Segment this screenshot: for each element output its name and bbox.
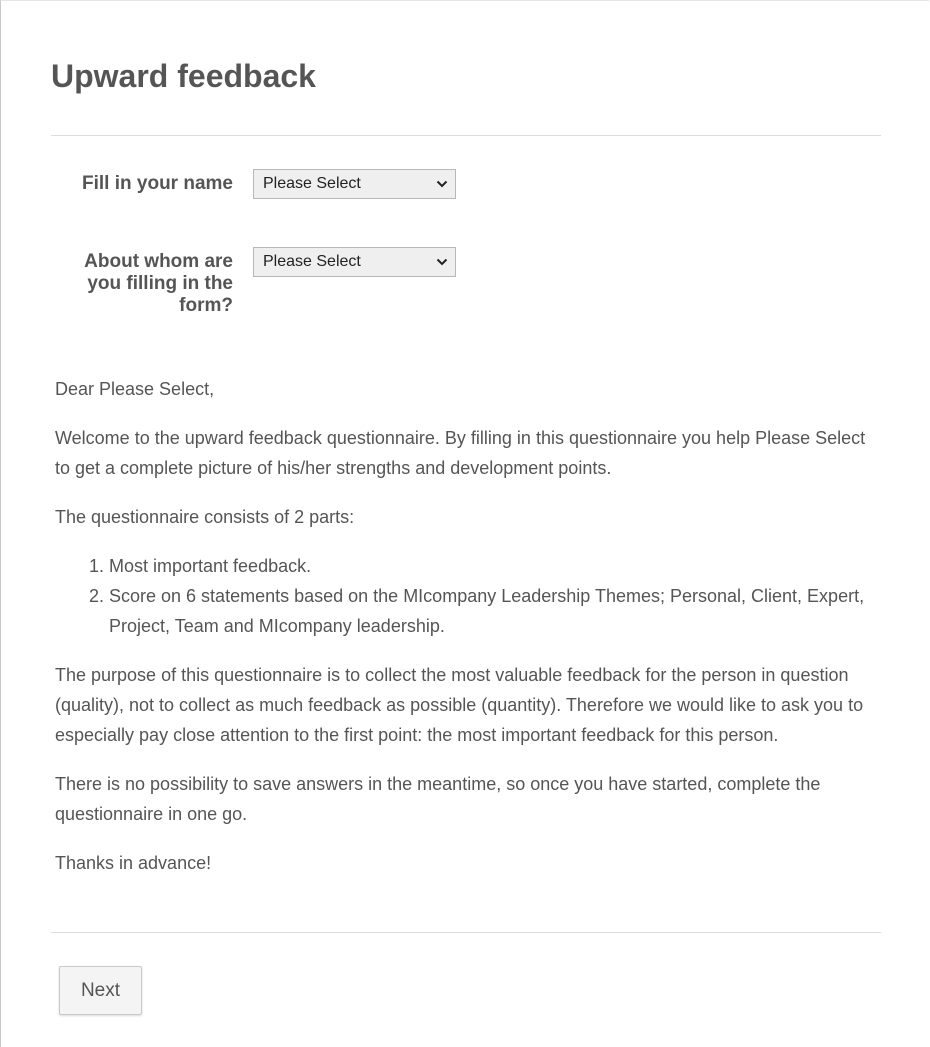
thanks-text: Thanks in advance! (55, 853, 212, 873)
subject-field-label: About whom are you filling in the form? (84, 251, 233, 316)
chevron-down-icon (436, 256, 448, 268)
subject-select-value: Please Select (263, 253, 361, 270)
parts-list (55, 551, 875, 641)
save-note: There is no possibility to save answers in the meantime, so once you have started, complete the questionnaire in one go. (55, 774, 821, 824)
next-button[interactable]: Next (59, 966, 142, 1015)
name-select[interactable] (253, 169, 456, 199)
name-field-label: Fill in your name (82, 173, 233, 194)
welcome-paragraph: Welcome to the upward feedback questionnaire. By filling in this questionnaire you help Please Select to get a complete picture of his/her strengths and development points. (55, 428, 866, 478)
list-item: 2. Score on 6 statements based on the MIcompany Leadership Themes; Personal, Client, Expert, Project, Team and MIcompany leadership. (109, 581, 875, 641)
subject-select[interactable] (253, 247, 456, 277)
purpose-paragraph: The purpose of this questionnaire is to collect the most valuable feedback for the person in question (quality), not to collect as much feedback as possible (quantity). Therefore we would like to ask you to especially pay close attention to the first point: the most important feedback for this person. (55, 665, 864, 745)
name-select-value: Please Select (263, 175, 361, 192)
footer-divider (51, 932, 881, 933)
greeting: Dear Please Select, (55, 379, 215, 399)
intro-text (55, 374, 875, 897)
chevron-down-icon (436, 178, 448, 190)
page-title: Upward feedback (51, 58, 316, 94)
header-divider (51, 135, 881, 136)
list-item: 1. Most important feedback. (109, 551, 875, 581)
parts-intro: The questionnaire consists of 2 parts: (55, 507, 355, 527)
